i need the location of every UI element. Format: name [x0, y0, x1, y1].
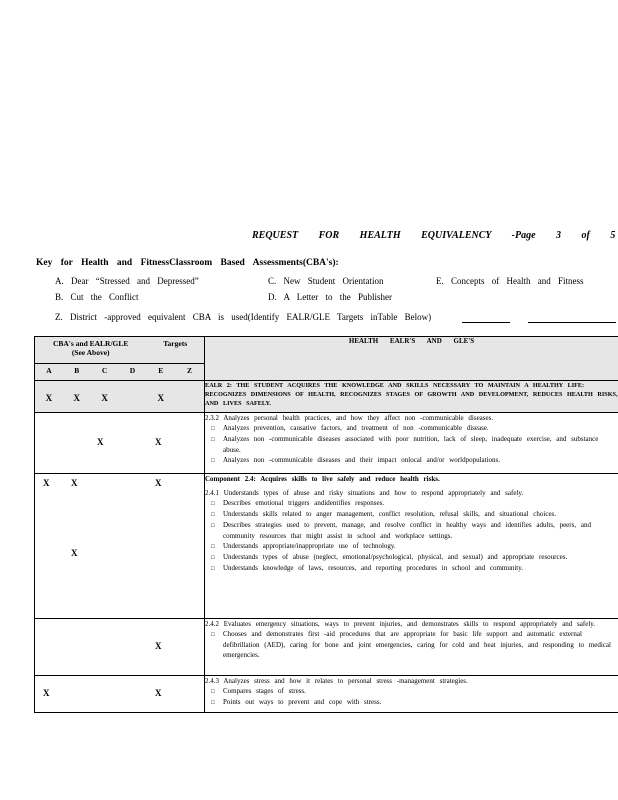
bullet-item: □ Describes emotional triggers andidentifies responses.: [205, 498, 618, 509]
cba-header-cell: [35, 337, 205, 381]
row4-targets: [35, 676, 205, 713]
row1-content: [205, 413, 618, 474]
row2-targets: [35, 474, 205, 619]
cba-table: [34, 336, 618, 713]
bullet-item: □ Understands knowledge of laws, resources, and reporting procedures in school and community.: [205, 563, 618, 574]
col-c: C: [101, 366, 108, 375]
page-title: REQUEST FOR HEALTH EQUIVALENCY -Page 3 of 5: [252, 230, 616, 241]
blank-line: [528, 322, 616, 323]
gle-2-4-3: 2.4.3 Analyzes stress and how it relates to personal stress -management strategies.: [205, 677, 468, 685]
x-mark: X: [71, 548, 78, 558]
x-mark: X: [43, 688, 50, 698]
x-mark: X: [43, 478, 50, 488]
gle-2-3-2: 2.3.2 Analyzes personal health practices, and how they affect non -communicable diseases.: [205, 414, 494, 422]
key-item-b: B. Cut the Conflict: [55, 292, 139, 302]
x-mark: X: [155, 478, 162, 488]
col-d: D: [129, 366, 136, 375]
row3-targets: [35, 619, 205, 676]
bullet-item: □ Analyzes non -communicable diseases associated with poor nutrition, lack of sleep, inadequate exercise, and substance abuse.: [205, 434, 618, 455]
key-item-c: C. New Student Orientation: [268, 276, 384, 286]
blank-line: [462, 322, 510, 323]
row3-content: [205, 619, 618, 676]
row2-content: [205, 474, 618, 619]
row4-content: [205, 676, 618, 713]
ealr-2-text: EALR 2: THE STUDENT ACQUIRES THE KNOWLEDGE AND SKILLS NECESSARY TO MAINTAIN A HEALTHY LIFE: RECOGNIZES DIMENSIONS OF HEALTH, RECOGNIZES STAGES OF GROWTH AND DEVELOPMENT, REDUCES HEALTH RISKS, AND LIVES SAFELY.: [205, 381, 618, 413]
x-mark: X: [73, 393, 80, 403]
key-item-d: D. A Letter to the Publisher: [268, 292, 392, 302]
ealr-targets-cell: [35, 381, 205, 413]
key-item-e: E. Concepts of Health and Fitness: [436, 276, 584, 286]
x-mark: X: [97, 437, 104, 447]
x-mark: X: [101, 393, 108, 403]
col-e: E: [158, 366, 164, 375]
header-health-ealrs: HEALTH EALR'S AND GLE'S: [205, 337, 618, 381]
bullet-item: □ Chooses and demonstrates first -aid procedures that are appropriate for basic life support and automatic external defibrillation (AED), caring for bone and joint emergencies, caring for cold and heat injuries, and responding to medical emergencies.: [205, 629, 618, 660]
key-item-a: A. Dear “Stressed and Depressed”: [55, 276, 199, 286]
x-mark: [118, 393, 146, 403]
key-heading: Key for Health and FitnessClassroom Based Assessments(CBA's):: [36, 258, 339, 268]
bullet-item: □ Understands skills related to anger management, conflict resolution, refusal skills, and situational choices.: [205, 509, 618, 520]
header-targets: Targets: [163, 339, 188, 348]
bullet-item: □ Describes strategies used to prevent, manage, and resolve conflict in healthy ways and identifies adults, peers, and community resources that might assist in school and workplace settings.: [205, 520, 618, 541]
x-mark: X: [155, 437, 162, 447]
x-mark: X: [155, 641, 162, 651]
bullet-item: □ Analyzes prevention, causative factors, and treatment of non -communicable disease.: [205, 423, 618, 434]
x-mark: X: [71, 478, 78, 488]
bullet-item: □ Points out ways to prevent and cope with stress.: [205, 697, 618, 708]
row1-targets: [35, 413, 205, 474]
header-cba: CBA's and EALR/GLE: [52, 339, 129, 348]
bullet-item: □ Understands appropriate/inappropriate use of technology.: [205, 541, 618, 552]
x-mark: X: [45, 393, 53, 403]
x-mark: X: [157, 393, 164, 403]
gle-2-4-2: 2.4.2 Evaluates emergency situations, ways to prevent injuries, and demonstrates skills to respond appropriately and safely.: [205, 620, 596, 628]
x-mark: X: [155, 688, 162, 698]
x-mark: [175, 393, 204, 403]
bullet-item: □ Analyzes non -communicable diseases and their impact onlocal and/or worldpopulations.: [205, 455, 618, 466]
key-item-z: Z. District -approved equivalent CBA is used(Identify EALR/GLE Targets inTable Below): [55, 312, 432, 322]
bullet-item: □ Compares stages of stress.: [205, 686, 618, 697]
gle-2-4-1: 2.4.1 Understands types of abuse and risky situations and how to respond appropriately and safely.: [205, 489, 524, 497]
component-2-4: Component 2.4: Acquires skills to live safely and reduce health risks.: [205, 475, 440, 483]
header-see-above: (See Above): [71, 348, 110, 357]
bullet-item: □ Understands types of abuse (neglect, emotional/psychological, physical, and sexual) and appropriate resources.: [205, 552, 618, 563]
col-b: B: [74, 366, 80, 375]
col-a: A: [46, 366, 52, 375]
col-z: Z: [187, 366, 193, 375]
